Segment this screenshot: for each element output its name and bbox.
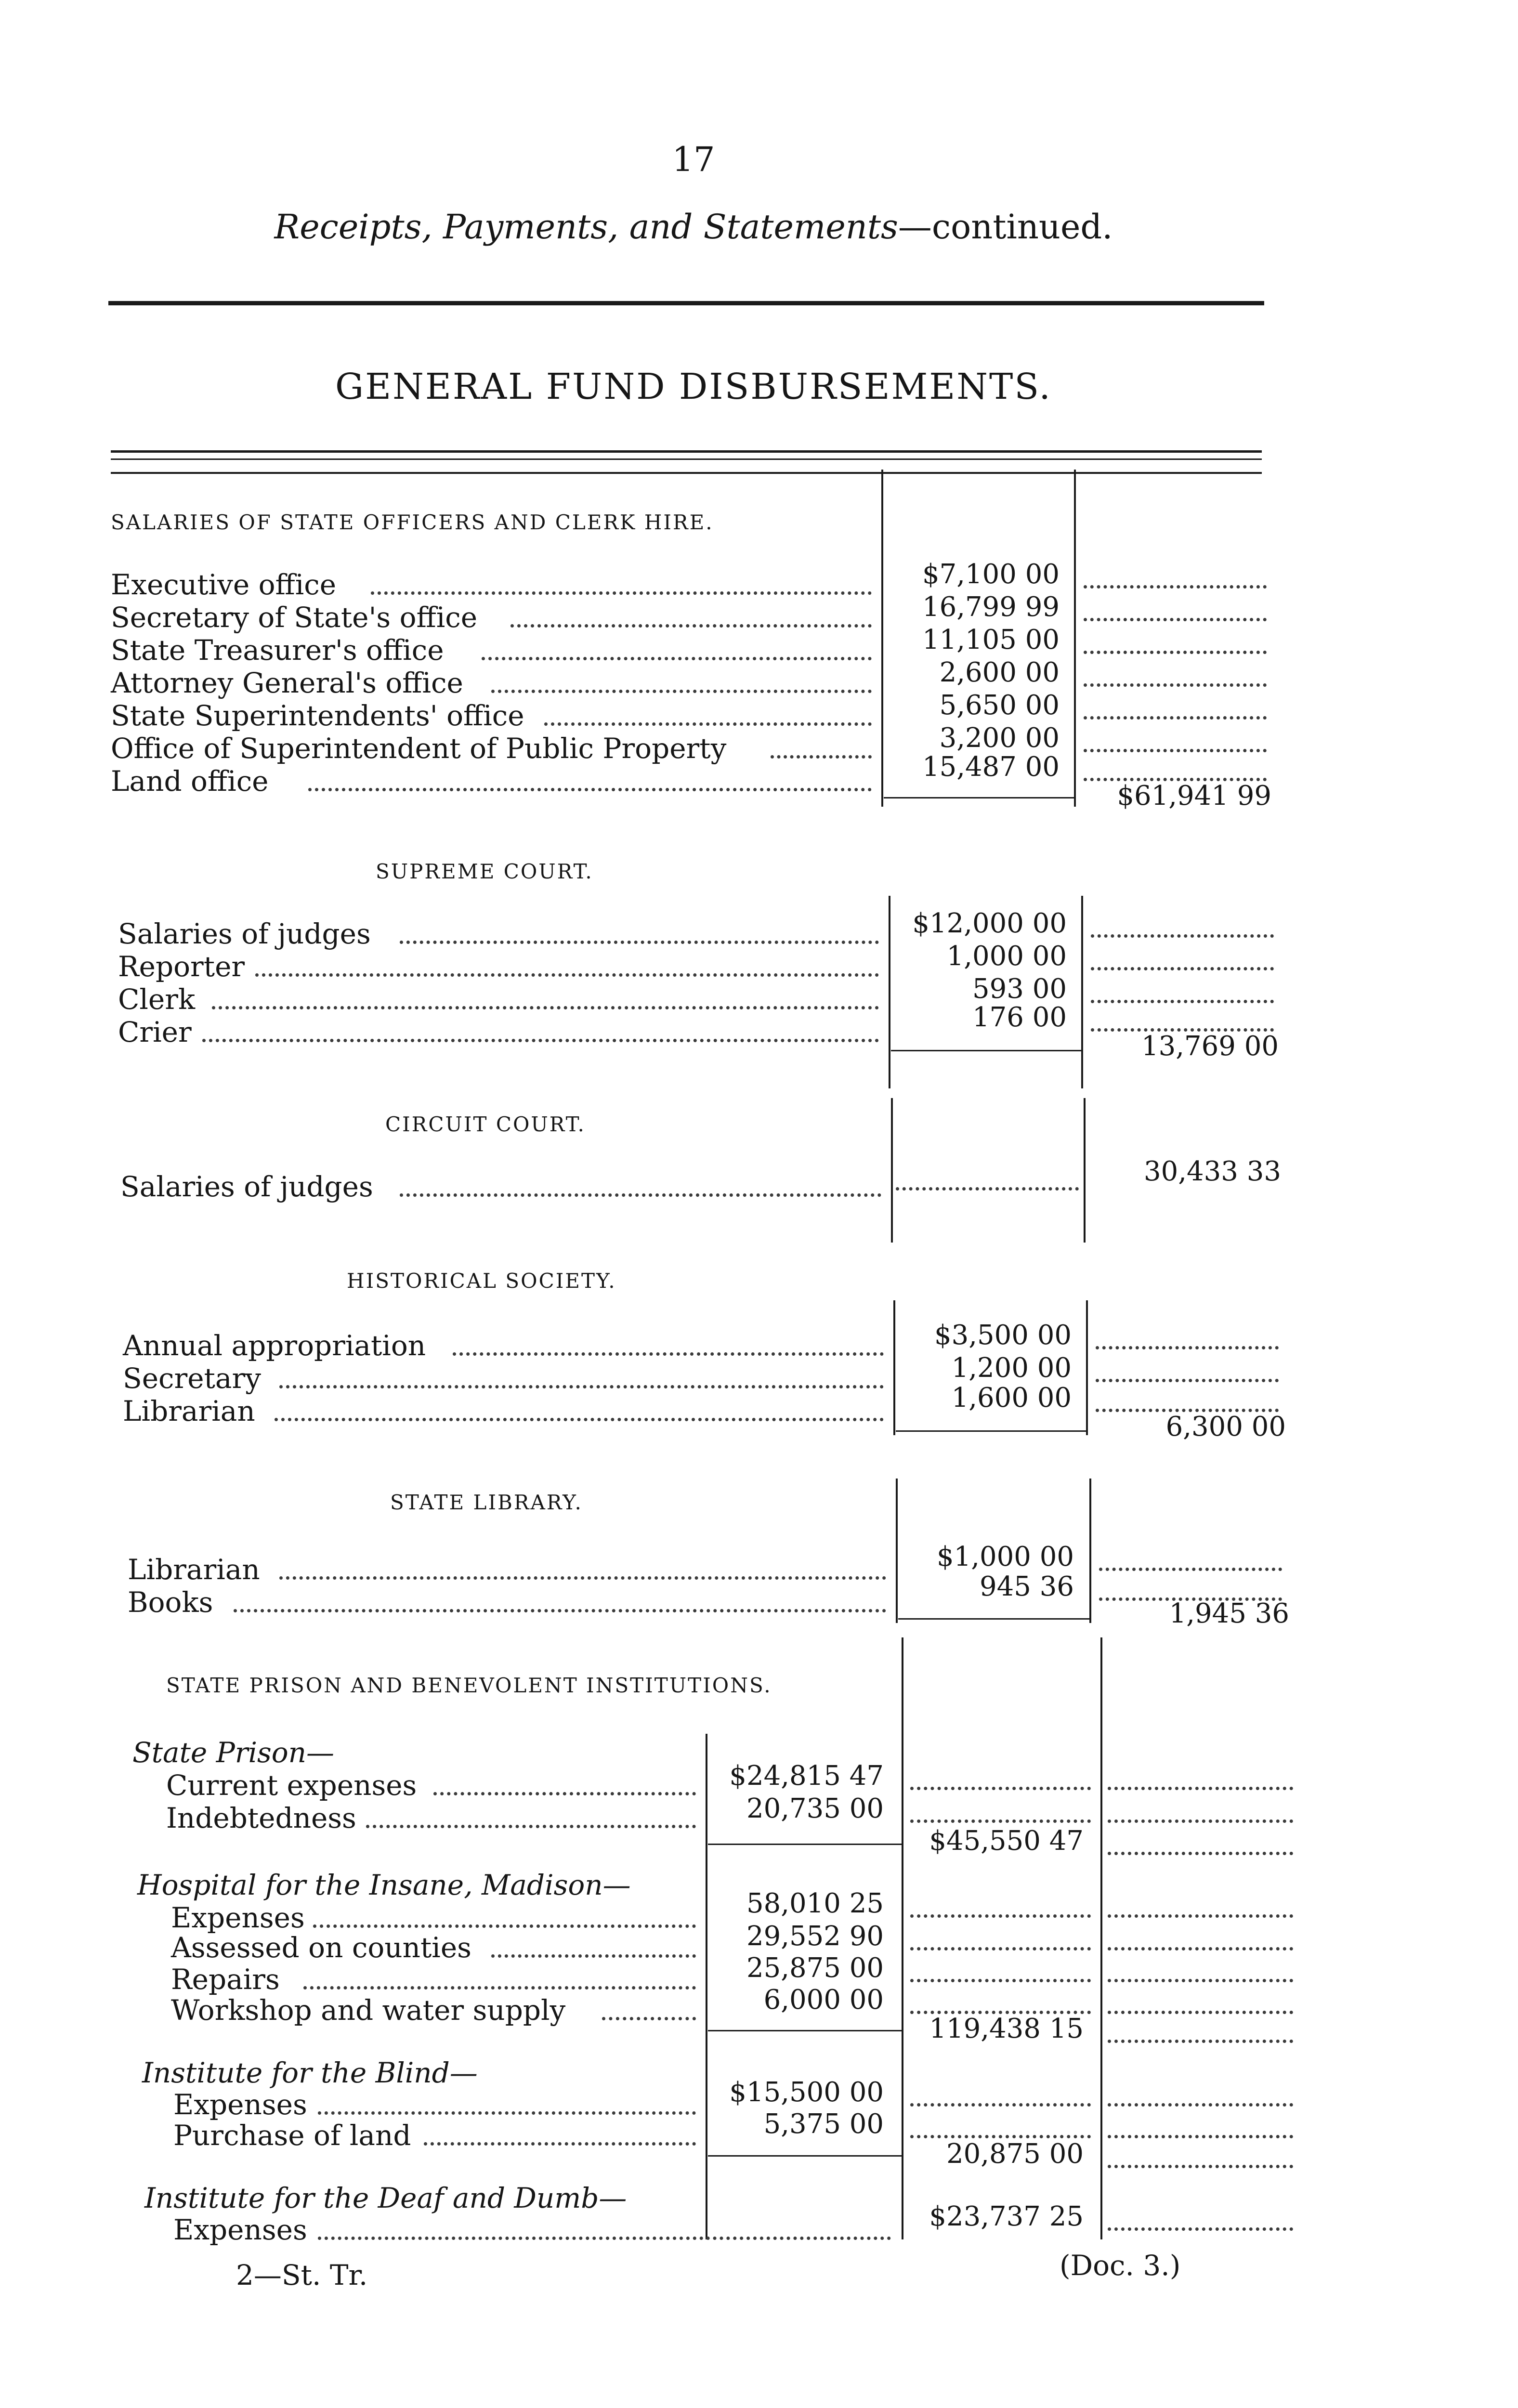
dot-leader <box>1084 749 1267 752</box>
group-name-institute-blind: Institute for the Blind— <box>142 2056 478 2089</box>
dot-leader <box>400 1193 881 1197</box>
row-label-assessed-counties: Assessed on counties <box>171 1931 471 1964</box>
dot-leader <box>279 1576 886 1580</box>
dot-leader <box>482 657 872 660</box>
subtotal-rule <box>898 1618 1089 1620</box>
total-state-library: 1,945 36 <box>1169 1598 1289 1629</box>
row-label-annual-appropriation: Annual appropriation <box>123 1329 426 1362</box>
dot-leader <box>1108 1852 1293 1855</box>
amount-blind-expenses: $15,500 00 <box>729 2077 884 2108</box>
footer-signature: 2—St. Tr. <box>236 2259 368 2291</box>
dot-leader <box>910 1947 1091 1950</box>
dot-leader <box>1091 967 1274 970</box>
dot-leader <box>255 973 879 977</box>
amount-crier: 176 00 <box>972 1002 1067 1033</box>
dot-leader <box>510 624 872 628</box>
amount-salaries-of-judges: $12,000 00 <box>912 908 1067 939</box>
dot-leader <box>1099 1568 1282 1571</box>
amount-annual-appropriation: $3,500 00 <box>934 1320 1072 1351</box>
dot-leader <box>1108 1819 1293 1823</box>
amount-sl-librarian: $1,000 00 <box>936 1541 1074 1572</box>
dot-leader <box>491 690 872 693</box>
dot-leader <box>1108 2165 1293 2168</box>
row-label-sl-librarian: Librarian <box>128 1553 260 1586</box>
dot-leader <box>433 1792 696 1795</box>
column-divider <box>891 1098 893 1243</box>
row-label-clerk: Clerk <box>118 983 196 1016</box>
subtotal-institute-deaf: $23,737 25 <box>929 2201 1084 2232</box>
row-label-crier: Crier <box>118 1016 192 1048</box>
dot-leader <box>275 1418 884 1421</box>
dot-leader <box>318 2111 696 2115</box>
dot-leader <box>279 1385 884 1388</box>
dot-leader <box>1108 2011 1293 2014</box>
amount-secretary: 16,799 99 <box>922 591 1060 623</box>
running-head <box>0 207 1387 247</box>
dot-leader <box>1084 683 1267 687</box>
dot-leader <box>1096 1346 1279 1349</box>
running-head-rest: —continued. <box>898 207 1113 247</box>
amount-reporter: 1,000 00 <box>946 941 1067 972</box>
dot-leader <box>491 1954 696 1958</box>
subtotal-rule <box>708 2030 902 2031</box>
table-top-rule-3 <box>111 472 1262 474</box>
section-heading-historical-society: HISTORICAL SOCIETY. <box>347 1269 616 1293</box>
section-heading-salaries: SALARIES OF STATE OFFICERS AND CLERK HIRE. <box>111 510 714 534</box>
dot-leader <box>771 755 872 759</box>
row-label-purchase-land: Purchase of land <box>173 2119 411 2152</box>
dot-leader <box>202 1039 879 1042</box>
footer-doc-number: (Doc. 3.) <box>1060 2249 1181 2282</box>
column-divider <box>1084 1098 1086 1243</box>
subtotal-state-prison: $45,550 47 <box>929 1825 1084 1857</box>
dot-leader <box>1108 1787 1293 1790</box>
total-salaries: $61,941 99 <box>1117 780 1271 811</box>
dot-leader <box>1108 2135 1293 2138</box>
row-label-hs-secretary: Secretary <box>123 1362 261 1395</box>
running-head-italic: Receipts, Payments, and Statements <box>274 207 898 247</box>
group-name-hospital-insane: Hospital for the Insane, Madison— <box>137 1869 631 1901</box>
subtotal-rule <box>708 1844 902 1845</box>
dot-leader <box>910 1787 1091 1790</box>
dot-leader <box>1108 2040 1293 2043</box>
row-label-public-property: Office of Superintendent of Public Property <box>111 732 727 765</box>
total-historical-society: 6,300 00 <box>1165 1411 1286 1442</box>
dot-leader <box>212 1006 879 1009</box>
dot-leader <box>453 1352 884 1356</box>
dot-leader <box>424 2142 696 2146</box>
dot-leader <box>1091 934 1274 938</box>
row-label-reporter: Reporter <box>118 950 245 983</box>
amount-land-office: 15,487 00 <box>922 751 1060 783</box>
column-divider <box>1081 896 1083 1088</box>
total-circuit-court: 30,433 33 <box>1143 1156 1281 1187</box>
page-number: 17 <box>672 140 715 179</box>
row-label-salaries-of-judges: Salaries of judges <box>118 917 371 950</box>
dot-leader <box>1108 1979 1293 1982</box>
dot-leader <box>602 2017 696 2020</box>
row-label-deaf-expenses: Expenses <box>173 2213 307 2246</box>
subtotal-hospital-insane: 119,438 15 <box>929 2013 1084 2044</box>
dot-leader <box>910 1819 1091 1823</box>
dot-leader <box>1091 1000 1274 1003</box>
total-supreme-court: 13,769 00 <box>1141 1031 1279 1062</box>
amount-hospital-expenses: 58,010 25 <box>746 1888 884 1919</box>
amount-superintendents: 5,650 00 <box>939 690 1060 721</box>
row-label-land-office: Land office <box>111 765 269 798</box>
group-name-state-prison: State Prison— <box>132 1736 335 1769</box>
amount-attorney: 2,600 00 <box>939 657 1060 688</box>
row-label-superintendents: State Superintendents' office <box>111 699 524 732</box>
table-top-rule-2 <box>111 458 1262 460</box>
dot-leader <box>1108 1914 1293 1918</box>
row-label-treasurer: State Treasurer's office <box>111 634 444 667</box>
dot-leader <box>366 1825 696 1828</box>
dot-leader <box>910 1979 1091 1982</box>
header-rule <box>108 301 1264 305</box>
subtotal-institute-blind: 20,875 00 <box>946 2138 1084 2170</box>
amount-hs-secretary: 1,200 00 <box>951 1352 1072 1384</box>
dot-leader <box>1084 716 1267 720</box>
column-divider <box>1074 470 1076 807</box>
column-divider <box>902 1637 903 2239</box>
dot-leader <box>910 2135 1091 2138</box>
subtotal-rule <box>891 1050 1081 1051</box>
column-divider <box>1100 1637 1102 2239</box>
column-divider <box>1086 1300 1088 1435</box>
row-label-repairs: Repairs <box>171 1963 280 1996</box>
dot-leader <box>1096 1379 1279 1382</box>
dot-leader <box>234 1609 886 1612</box>
dot-leader <box>1084 618 1267 621</box>
dot-leader <box>1108 2103 1293 2107</box>
row-label-books: Books <box>128 1586 213 1619</box>
subtotal-rule <box>896 1430 1086 1432</box>
amount-repairs: 25,875 00 <box>746 1952 884 1984</box>
page-title: GENERAL FUND DISBURSEMENTS. <box>335 366 1052 407</box>
amount-treasurer: 11,105 00 <box>922 624 1060 655</box>
section-heading-circuit-court: CIRCUIT COURT. <box>385 1112 586 1136</box>
row-label-hs-librarian: Librarian <box>123 1395 255 1427</box>
table-top-rule <box>111 450 1262 453</box>
amount-workshop: 6,000 00 <box>763 1984 884 2015</box>
amount-current-expenses: $24,815 47 <box>729 1760 884 1792</box>
dot-leader <box>303 1986 696 1989</box>
dot-leader <box>1084 585 1267 589</box>
amount-hs-librarian: 1,600 00 <box>951 1382 1072 1413</box>
dot-leader <box>308 788 872 791</box>
section-heading-institutions: STATE PRISON AND BENEVOLENT INSTITUTIONS. <box>166 1674 772 1697</box>
dot-leader <box>1084 651 1267 654</box>
row-label-indebtedness: Indebtedness <box>166 1802 356 1834</box>
dot-leader <box>544 722 872 726</box>
amount-clerk: 593 00 <box>972 973 1067 1005</box>
dot-leader <box>318 2237 891 2240</box>
dot-leader <box>910 1914 1091 1918</box>
amount-books: 945 36 <box>980 1571 1074 1602</box>
row-label-attorney: Attorney General's office <box>111 667 463 699</box>
row-label-secretary: Secretary of State's office <box>111 601 478 634</box>
section-heading-state-library: STATE LIBRARY. <box>390 1491 583 1514</box>
amount-indebtedness: 20,735 00 <box>746 1793 884 1824</box>
dot-leader <box>400 941 879 944</box>
dot-leader <box>313 1924 696 1928</box>
amount-executive: $7,100 00 <box>922 559 1060 590</box>
amount-purchase-land: 5,375 00 <box>763 2108 884 2140</box>
row-label-blind-expenses: Expenses <box>173 2088 307 2121</box>
dot-leader <box>896 1187 1079 1191</box>
amount-assessed-counties: 29,552 90 <box>746 1921 884 1952</box>
column-divider <box>1089 1479 1091 1623</box>
row-label-hospital-expenses: Expenses <box>171 1901 305 1934</box>
row-label-executive: Executive office <box>111 568 337 601</box>
dot-leader <box>910 2103 1091 2107</box>
row-label-circuit-judges: Salaries of judges <box>120 1170 373 1203</box>
row-label-workshop: Workshop and water supply <box>171 1994 566 2027</box>
dot-leader <box>1108 1947 1293 1950</box>
dot-leader <box>1108 2227 1293 2231</box>
group-name-institute-deaf: Institute for the Deaf and Dumb— <box>144 2182 627 2214</box>
dot-leader <box>371 591 872 595</box>
section-heading-supreme-court: SUPREME COURT. <box>376 860 593 883</box>
amount-public-property: 3,200 00 <box>939 722 1060 754</box>
subtotal-rule <box>708 2155 902 2157</box>
subtotal-rule <box>884 797 1074 798</box>
row-label-current-expenses: Current expenses <box>166 1769 417 1802</box>
